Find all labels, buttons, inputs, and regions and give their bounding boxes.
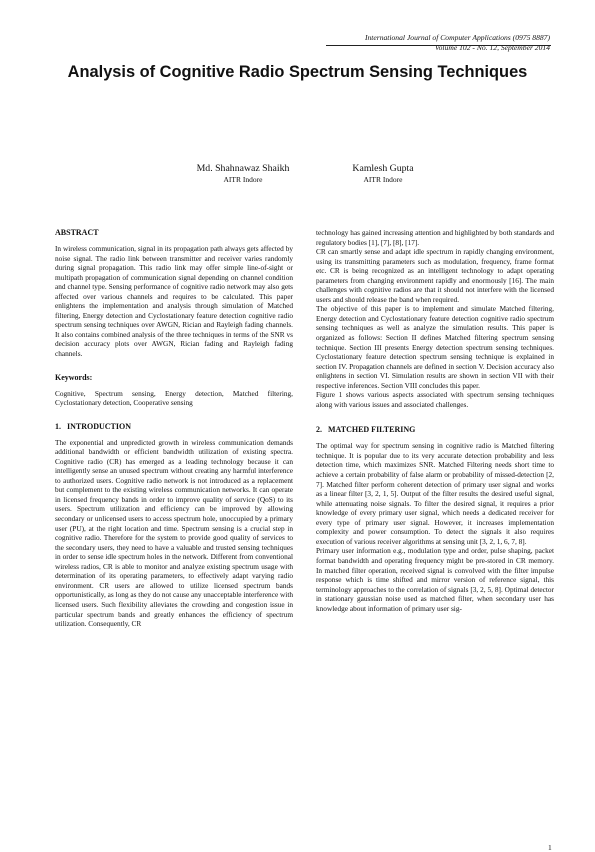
intro-continued-paragraph: technology has gained increasing attention and highlighted by both standards and regulatory bodies [1], [7], [8], [17]. [316,228,554,247]
author-name: Kamlesh Gupta [352,163,414,174]
introduction-heading: 1. INTRODUCTION [55,421,132,431]
author-block [168,163,318,185]
matched-filtering-paragraph: The optimal way for spectrum sensing in cognitive radio is Matched filtering technique. It is popular due to its very accurate detection probability and less detection time, which maximizes SNR. Matched Filtering needs short time to achieve a certain probability of false alarm or probability of missed-detection [2, 7]. Matched filter perform coherent detection of primary user signal and works as a linear filter [3, 2, 1, 5]. Output of the filter results the desired useful signal, while attenuating noise signals. To filter the desired signal, it requires a prior knowledge of every primary user signal, which needs a dedicated receiver for every type of primary user signal. However, it increases implementation complexity and power consumption. To detect the signals it also requires execution of various receiver algorithms at sensing unit [3, 2, 1, 6, 7, 8]. [316,441,554,546]
header-rule [326,45,551,46]
author-affiliation: AITR Indore [363,175,403,184]
author-name: Md. Shahnawaz Shaikh [196,163,290,174]
page-number: 1 [548,843,552,852]
keywords-heading: Keywords: [55,372,93,382]
right-column [316,228,554,613]
journal-volume: Volume 102 - No. 12, September 2014 [434,43,550,52]
intro-figure-paragraph: Figure 1 shows various aspects associated with spectrum sensing techniques along with various issues and associated challenges. [316,390,554,409]
author-block [308,163,458,185]
matched-filtering-paragraph: Primary user information e.g., modulation type and order, pulse shaping, packet format bandwidth and operating frequency might be pre-stored in CR memory. In matched filter operation, received signal is convolved with the filter impulse response which is time shifted and mirror version of reference signal, this terminology approaches to the correlation of signals [3, 2, 5, 8]. Optimal detector in stationary gaussian noise used as matched filter, when secondary user has knowledge about information of primary user sig- [316,546,554,613]
intro-objective-paragraph: The objective of this paper is to implement and simulate Matched filtering, Energy detection and Cyclostationary feature detection cognitive radio spectrum sensing techniques as well as analyze the simulation results. This paper is organized as follows: Section II defines Matched filtering spectrum sensing technique. Section III presents Energy detection spectrum sensing techniques. Cyclostationary feature detection spectrum sensing technique is explained in section IV. Propagation channels are defined in section V. Decision accuracy also enlightens in section VI. Simulation results are shown in section VII with their respective inferences. Section VIII concludes this paper. [316,304,554,390]
intro-cr-paragraph: CR can smartly sense and adapt idle spectrum in rapidly changing environment, using its transmitting parameters such as modulation, frequency, frame format etc. CR is being recognized as an intelligent technology to adapt operating parameters from changing environment rapidly and enormously [16]. The main challenges with cognitive radios are that it should not interfere with the licensed users and should release the band when required. [316,247,554,304]
keywords-text: Cognitive, Spectrum sensing, Energy detection, Matched filtering, Cyclostationary detection, Cooperative sensing [55,388,293,408]
author-affiliation: AITR Indore [223,175,263,184]
left-column [55,228,293,629]
abstract-text: In wireless communication, signal in its propagation path always gets affected by noise signal. The radio link between transmitter and receiver varies randomly during signal propagation. This radio link may offer simple line-of-sight or multipath propagation of communication signal depending on channel condition and channel type. Sensing performance of cognitive radio network may also gets affected over various channels and requires to be calculated. This paper enlightens the implementation and analysis through simulation of Matched filtering, Energy detection and Cyclostationary feature detection cognitive radio spectrum sensing techniques over AWGN, Rician and Rayleigh fading channels. It also contains combined analysis of the three techniques in terms of the SNR vs decision accuracy plots over AWGN, Rician fading and Rayleigh fading channels. [55,244,293,359]
journal-name: International Journal of Computer Applications (0975 8887) [364,33,550,42]
matched-filtering-heading: 2. MATCHED FILTERING [316,425,416,435]
paper-title: Analysis of Cognitive Radio Spectrum Sensing Techniques [67,63,528,81]
journal-header [365,33,550,53]
abstract-heading: ABSTRACT [55,228,99,237]
introduction-text: The exponential and unpredicted growth in wireless communication demands additional bandwidth or efficient bandwidth utilization of existing spectra. Cognitive radio (CR) has emerged as a leading technology because it can intelligently sense an unused spectrum without creating any harmful interference to authorized users. Cognitive radio network is not introduced as a replacement but complement to the existing wireless communication networks. It can operate in licensed frequency bands in order to improve quality of service (QoS) to its users. Spectrum utilization and efficiency can be improved by allowing secondary or unlicensed users to access spectrum hole, unoccupied by a primary user (PU), at the right location and time. Spectrum sensing is a crucial step in cognitive radio. Therefore for the system to provide good quality of services to the secondary users, they need to have a valuable and trusted sensing techniques in order to sense idle spectrum holes in the network. Different from conventional wireless radios, CR is able to monitor and analyze existing spectrum usage with determination of its operating parameters, to effectively adapt varying radio environment. CR users are allowed to utilize licensed spectrum bands opportunistically, as long as they do not cause any unacceptable interference with licensed users. Such flexibility alleviates the crowding and congestion issue in particular spectrum bands and greatly enhances the efficiency of spectrum utilization. Consequently, CR [55,437,293,629]
